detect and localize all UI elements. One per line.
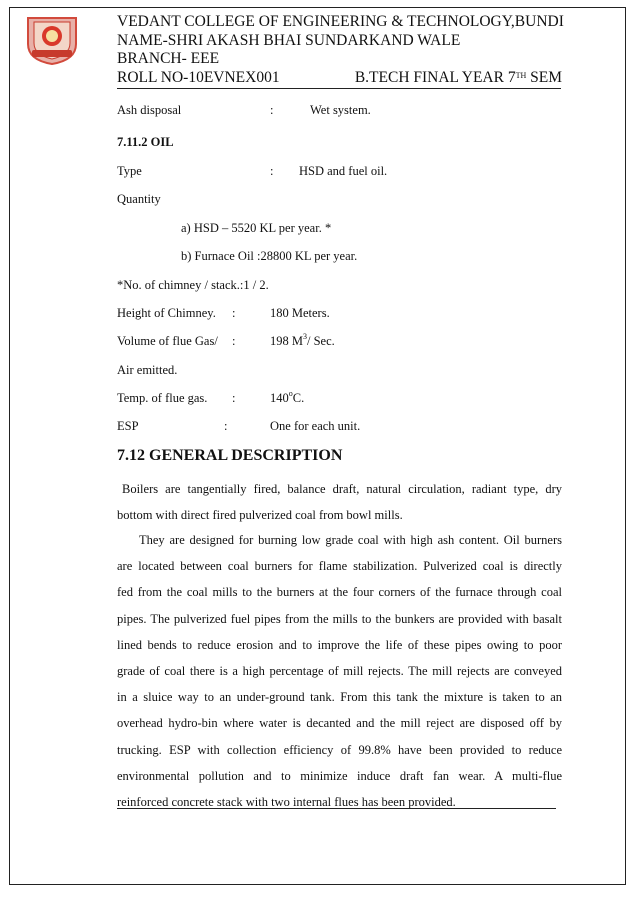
flue-gas-volume-row: Volume of flue Gas/ : 198 $M^3/$ Sec.: [117, 332, 335, 348]
text-line: Boilers are tangentially fired, balance draft, natural circulation, radiant type, dry: [122, 482, 562, 496]
course-info: B.TECH FINAL YEAR 7TH SEM: [354, 68, 562, 86]
text-line: grade of coal there is a high percentage of mill rejects. The mill rejects are conveyed: [117, 664, 562, 679]
paragraph-intro: [117, 476, 562, 528]
branch: BRANCH- EEE: [117, 50, 220, 67]
quantity-label: Quantity: [117, 192, 161, 206]
text-line: trucking. ESP with collection efficiency of 99.8% have been provided to reduce: [117, 742, 562, 757]
hsd-quantity: a) HSD – 5520 KL per year. *: [181, 221, 332, 235]
footer-divider: [117, 808, 556, 809]
air-emitted: Air emitted.: [117, 363, 178, 377]
oil-heading: 7.11.2 OIL: [117, 135, 174, 149]
chimney-height-row: Height of Chimney. : 180 Meters.: [117, 306, 330, 320]
roll-number: ROLL NO-10EVNEX001: [117, 68, 280, 86]
text-line: pipes. The pulverized fuel pipes from the mills to the bunkers are provided with basalt: [117, 611, 562, 626]
student-name: NAME-SHRI AKASH BHAI SUNDARKAND WALE: [117, 31, 461, 49]
text-line: overhead hydro-bin where water is decanted and the mill reject are disposed off by: [117, 716, 562, 731]
furnace-oil-quantity: b) Furnace Oil :28800 KL per year.: [181, 249, 358, 263]
chimney-count: *No. of chimney / stack.:1 / 2.: [117, 278, 269, 292]
roll-line: [117, 69, 562, 88]
text-line: lined bends to reduce erosion and to improve the life of these pipes owing to poor: [117, 637, 562, 652]
text-line: They are designed for burning low grade coal with high ash content. Oil burners: [139, 533, 562, 547]
college-name: VEDANT COLLEGE OF ENGINEERING & TECHNOLOGY,BUNDI: [117, 13, 564, 30]
text-line: fed from the coal mills to the burners at the four corners of the furnace through coal: [117, 585, 562, 600]
text-line: in a sluice way to an under-ground tank. From this tank the mixture is taken to an: [117, 690, 562, 705]
ash-disposal-row: Ash disposal : Wet system.: [117, 103, 371, 117]
section-heading: 7.12 GENERAL DESCRIPTION: [117, 447, 343, 464]
type-row: Type : HSD and fuel oil.: [117, 164, 388, 178]
flue-gas-temp-row: Temp. of flue gas. : 140$^o$C.: [117, 389, 305, 405]
text-line: reinforced concrete stack with two internal flues has been provided.: [117, 795, 456, 810]
document-header: [117, 13, 562, 87]
text-line: environmental pollution and to minimize induce draft fan wear. A multi-flue: [117, 768, 562, 783]
header-divider: [117, 88, 561, 89]
text-line: are located between coal burners for flame stabilization. Pulverized coal is directly: [117, 559, 562, 574]
paragraph-description: [117, 527, 562, 815]
text-line: bottom with direct fired pulverized coal from bowl mills.: [117, 508, 403, 523]
esp-row: ESP : One for each unit.: [117, 419, 361, 433]
college-logo: [20, 14, 84, 66]
